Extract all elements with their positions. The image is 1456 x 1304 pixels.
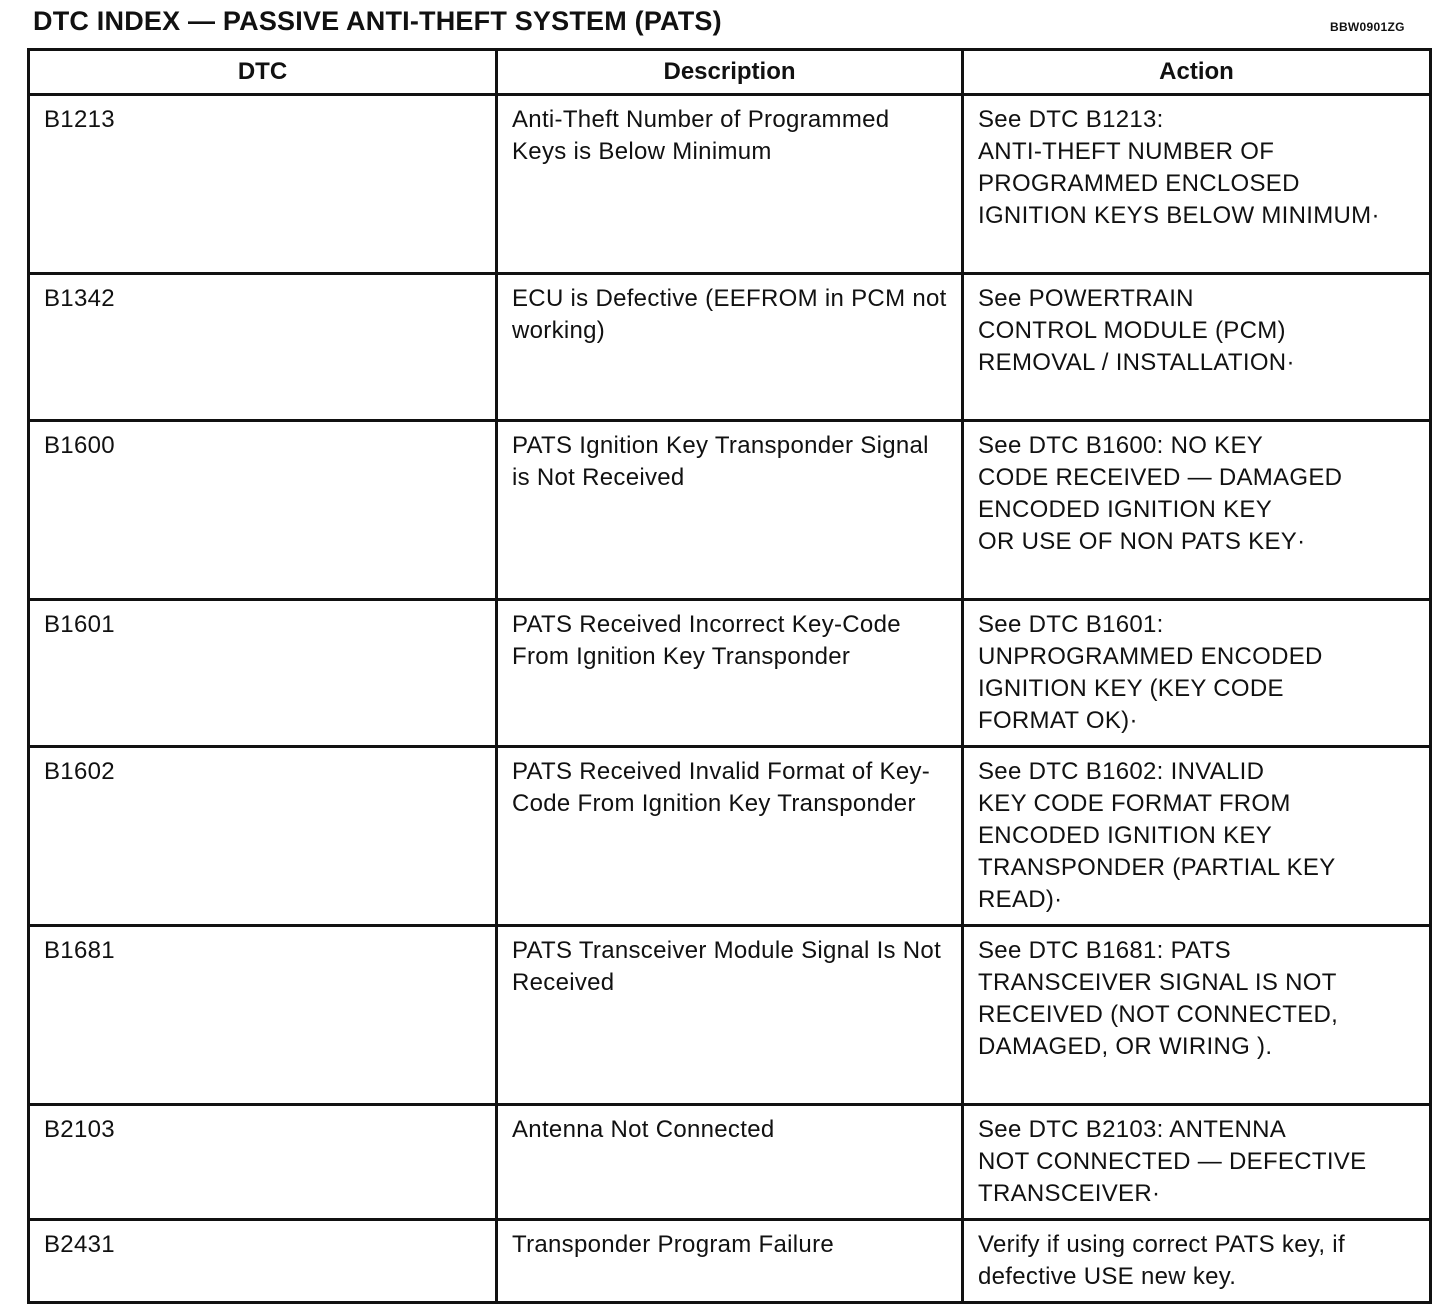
- table-row: [29, 1105, 1431, 1220]
- dtc-code-cell: B1602: [29, 747, 497, 926]
- table-row: [29, 421, 1431, 600]
- table-header: [29, 50, 1431, 95]
- dtc-code-cell: B1213: [29, 95, 497, 274]
- action-cell: Verify if using correct PATS key, if defective USE new key.: [963, 1220, 1431, 1303]
- dtc-code-cell: B1681: [29, 926, 497, 1105]
- header-row: [29, 50, 1431, 95]
- column-header-dtc: DTC: [29, 50, 497, 95]
- description-cell: PATS Transceiver Module Signal Is Not Received: [497, 926, 963, 1105]
- table-body: [29, 95, 1431, 1303]
- table-row: [29, 274, 1431, 421]
- action-cell: See DTC B1602: INVALID KEY CODE FORMAT FROM ENCODED IGNITION KEY TRANSPONDER (PARTIAL KEY READ)·: [963, 747, 1431, 926]
- action-cell: See DTC B1681: PATS TRANSCEIVER SIGNAL IS NOT RECEIVED (NOT CONNECTED, DAMAGED, OR WIRING ).: [963, 926, 1431, 1105]
- figure-code: BBW0901ZG: [1330, 20, 1405, 34]
- table-row: [29, 1220, 1431, 1303]
- table-row: [29, 747, 1431, 926]
- description-cell: Transponder Program Failure: [497, 1220, 963, 1303]
- column-header-action: Action: [963, 50, 1431, 95]
- action-cell: See DTC B1600: NO KEY CODE RECEIVED — DAMAGED ENCODED IGNITION KEY OR USE OF NON PATS KEY·: [963, 421, 1431, 600]
- description-cell: Anti-Theft Number of Programmed Keys is Below Minimum: [497, 95, 963, 274]
- dtc-index-table: [27, 48, 1432, 1304]
- dtc-code-cell: B1601: [29, 600, 497, 747]
- dtc-code-cell: B1600: [29, 421, 497, 600]
- description-cell: Antenna Not Connected: [497, 1105, 963, 1220]
- description-cell: PATS Received Invalid Format of Key-Code From Ignition Key Transponder: [497, 747, 963, 926]
- description-cell: PATS Received Incorrect Key-Code From Ignition Key Transponder: [497, 600, 963, 747]
- description-cell: PATS Ignition Key Transponder Signal is Not Received: [497, 421, 963, 600]
- table-row: [29, 600, 1431, 747]
- action-cell: See DTC B1213: ANTI-THEFT NUMBER OF PROGRAMMED ENCLOSED IGNITION KEYS BELOW MINIMUM·: [963, 95, 1431, 274]
- action-cell: See DTC B1601: UNPROGRAMMED ENCODED IGNITION KEY (KEY CODE FORMAT OK)·: [963, 600, 1431, 747]
- page-title: DTC INDEX — PASSIVE ANTI-THEFT SYSTEM (PATS): [33, 6, 722, 36]
- dtc-code-cell: B2103: [29, 1105, 497, 1220]
- table-row: [29, 95, 1431, 274]
- table-row: [29, 926, 1431, 1105]
- dtc-code-cell: B2431: [29, 1220, 497, 1303]
- action-cell: See POWERTRAIN CONTROL MODULE (PCM) REMOVAL / INSTALLATION·: [963, 274, 1431, 421]
- action-cell: See DTC B2103: ANTENNA NOT CONNECTED — DEFECTIVE TRANSCEIVER·: [963, 1105, 1431, 1220]
- description-cell: ECU is Defective (EEFROM in PCM not working): [497, 274, 963, 421]
- dtc-code-cell: B1342: [29, 274, 497, 421]
- column-header-description: Description: [497, 50, 963, 95]
